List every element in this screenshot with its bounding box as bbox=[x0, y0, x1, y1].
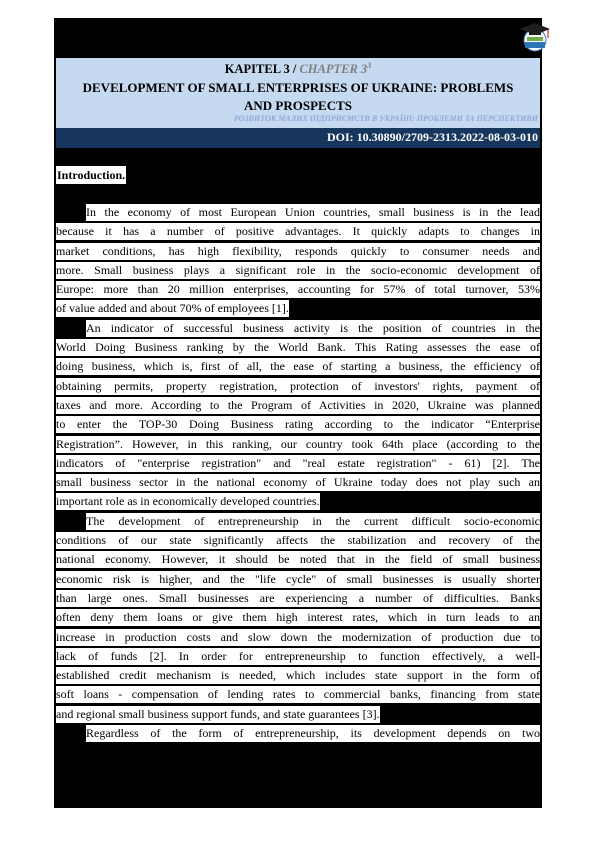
doi-link[interactable]: DOI: 10.30890/2709-2313.2022-08-03-010 bbox=[327, 130, 538, 144]
chapter-subtitle: РОЗВИТОК МАЛИХ ПІДПРИЄМСТВ В УКРАЇНІ: ПРОБЛЕМИ ТА ПЕРСПЕКТИВИ bbox=[234, 114, 538, 123]
text-line: doing business, which is, first of all, the ease of starting a business, the efficiency of bbox=[56, 359, 540, 374]
kapitel-label: KAPITEL 3 / bbox=[224, 62, 297, 77]
text-line: national economy. However, it should be noted that in the field of small business bbox=[56, 552, 540, 567]
text-line: more. Small business plays a significant role in the socio-economic development of bbox=[56, 262, 540, 277]
chapter-title: DEVELOPMENT OF SMALL ENTERPRISES OF UKRAINE: PROBLEMS AND PROSPECTS bbox=[82, 80, 514, 114]
text-line: economic risk is higher, and the "life cycle" of small businesses is usually shorter bbox=[56, 571, 540, 586]
chapter-label bbox=[56, 59, 540, 76]
chapter-number: CHAPTER $3^3$ bbox=[299, 61, 372, 77]
text-line: because it has a number of positive advantages. It quickly adapts to changes in bbox=[56, 224, 540, 239]
text-line: In the economy of most European Union countries, small business is in the lead bbox=[86, 205, 540, 219]
text-line: of value added and about 70% of employees [1]. bbox=[56, 301, 289, 316]
text-line: soft loans - compensation of lending rates to commercial banks, financing from state bbox=[56, 687, 540, 702]
chapter-header bbox=[56, 58, 540, 128]
text-line: to enter the TOP-30 Doing Business rating according to the indicator “Enterprise bbox=[56, 417, 540, 432]
body-text bbox=[56, 204, 540, 744]
text-line: World Doing Business ranking by the World Bank. This Rating assesses the ease of bbox=[56, 340, 540, 355]
text-line: small business sector in the national economy of Ukraine today does not play such an bbox=[56, 475, 540, 490]
text-line: An indicator of successful business activity is the position of countries in the bbox=[86, 320, 540, 335]
text-line: taxes and more. According to the Program of Activities in 2020, Ukraine was planned bbox=[56, 397, 540, 412]
text-line: conditions of our state significantly affects the stabilization and recovery of the bbox=[56, 533, 540, 548]
text-line: established credit mechanism is needed, which includes state support in the form of bbox=[56, 668, 540, 683]
graduation-cap-logo-icon bbox=[517, 20, 553, 54]
text-line: market conditions, has high flexibility, responds quickly to consumer needs and bbox=[56, 243, 540, 258]
text-line: often deny them loans or give them high interest rates, which in turn leads to an bbox=[56, 610, 540, 625]
section-heading: Introduction. bbox=[57, 168, 126, 182]
text-line: Europe: more than 20 million enterprises, accounting for 57% of total turnover, 53% bbox=[56, 282, 540, 297]
text-line: lack of funds [2]. In order for entrepreneurship to function effectively, a well- bbox=[56, 648, 540, 663]
text-line: Registration”. However, in this ranking, our country took 64th place (according to the bbox=[56, 436, 540, 451]
doi-bar bbox=[56, 128, 540, 148]
text-line: increase in production costs and slow down the modernization of production due to bbox=[56, 629, 540, 644]
text-line: Regardless of the form of entrepreneurship, its development depends on two bbox=[86, 726, 540, 741]
text-line: indicators of "enterprise registration" and "real estate registration" - 61) [2]. The bbox=[56, 455, 540, 470]
text-line: and regional small business support funds, and state guarantees [3]. bbox=[56, 706, 380, 721]
text-line: important role as in economically developed countries. bbox=[56, 494, 320, 509]
text-line: obtaining permits, property registration, protection of investors' rights, payment of bbox=[56, 378, 540, 393]
text-line: The development of entrepreneurship in the current difficult socio-economic bbox=[86, 513, 540, 528]
footnote-mark: 3 bbox=[367, 61, 372, 70]
text-line: than large ones. Small businesses are experiencing a number of difficulties. Banks bbox=[56, 590, 540, 605]
